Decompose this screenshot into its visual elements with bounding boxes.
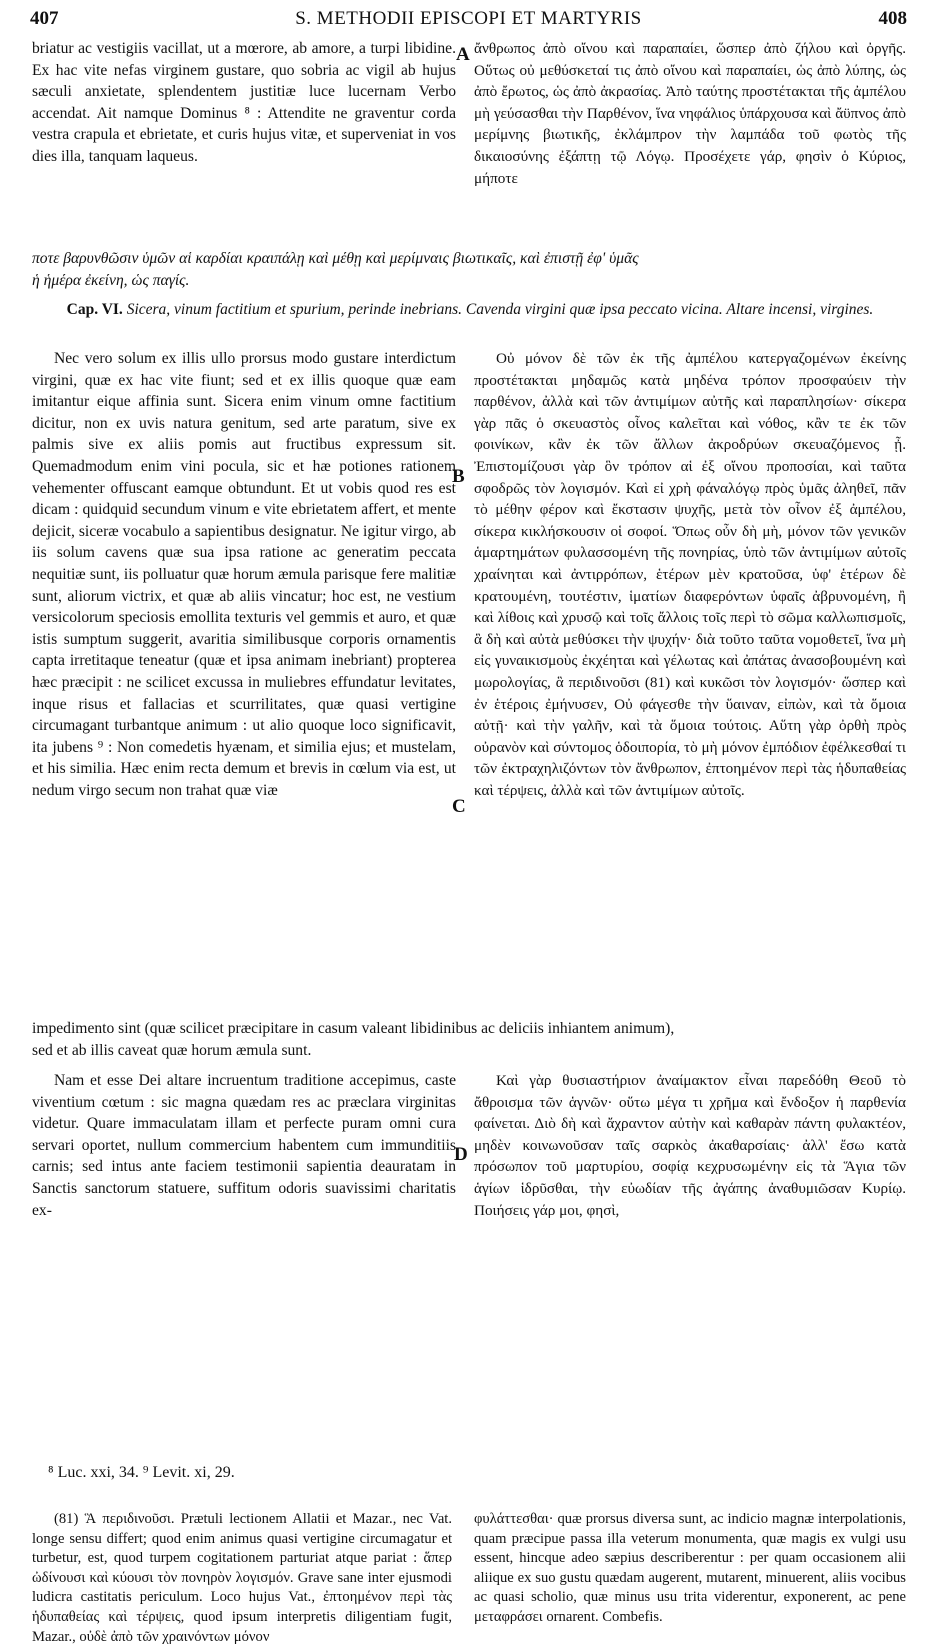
section-marker-c: C <box>452 796 466 817</box>
note-left-column <box>32 1510 452 1647</box>
note-right-column <box>474 1510 906 1628</box>
full-width-greek-line-2: ἡ ἡμέρα ἐκείνη, ὡς παγίς. <box>32 272 190 289</box>
greek-d-text: Καὶ γὰρ θυσιαστήριον ἀναίμακτον εἶναι παρεδόθη Θεοῦ τὸ ἄθροισμα τῶν ἁγνῶν· οὕτω μέγα τι χρῆμα καὶ ἔνδοξον ἡ παρθενία φαίνεται. Διὸ δὴ καὶ ἄχραντον αὐτὴν καὶ καθαρὰν πάντη φυλακτέον, μηδὲν κοινωνοῦσαν ταῖς σαρκὸς ἀκαθαρσίαις· ἀλλ' ἔσω κατὰ πρόσωπον τοῦ μαρτυρίου, σοφίᾳ κεχρυσωμένην εἰς τὰ Ἅγια τῶν ἁγίων ἱδρῦσθαι, τὴν εὐωδίαν τῆς ἀγάπης ἀναθυμιῶσαν Κυρίῳ. Ποιήσεις γάρ μοι, φησὶ, <box>474 1072 906 1219</box>
section-marker-b: B <box>452 466 465 487</box>
running-title: S. METHODII EPISCOPI ET MARTYRIS <box>295 8 642 29</box>
note-81-continuation: φυλάττεσθαι· quæ prorsus diversa sunt, ac indicio magnæ interpolationis, quam præcipue passa illa veterum monumenta, quæ magis ex vulgi usu essent, hincque adeo sæpius describerentur : per quam occasionem alii aliique ex suo gustu quædam augerent, mutarent, minuerent, aliis vocibus ac quasi scholio, quæ minus usu trita viderentur, exponerent, ac pene μεταφράσει ornarent. Combefis. <box>474 1511 906 1625</box>
latin-d-paragraph <box>32 1070 456 1221</box>
latin-d-text: Nam et esse Dei altare incruentum traditione accepimus, caste viventium cœtum : sic magna quædam res ac præclara virginitas videtur. Quare immaculatam illam et perfecte puram omni cura servari oportet, nullum commercium habentem cum immunditiis carnis; sed intus ante faciem testimonii sapientia deauratam in Sanctis sanctorum statuere, suffitum odoris suavissimi charitatis ex- <box>32 1072 456 1219</box>
running-header <box>30 8 907 34</box>
greek-main-text: Οὐ μόνον δὲ τῶν ἐκ τῆς ἀμπέλου κατεργαζομένων ἐκείνης προστέτακται μηδαμῶς κατὰ μηδένα τρόπον προσφαύειν τὴν παρθένον, ἀλλὰ καὶ τῶν ἀντιμίμων αὐτῆς καὶ παραπλησίων· σίκερα γὰρ πᾶς ὁ σκευαστὸς οἶνος καλεῖται καὶ νόθος, κἂν τε ἐκ τῶν φοινίκων, κἂν ἐκ τῶν ἄλλων ἀκροδρύων σκευαζόμενος ᾖ. Ἐπιστομίζουσι γὰρ ὃν τρόπον αἱ ἐξ οἴνου προποσίαι, καὶ ταῦτα σφοδρῶς τὸν λογισμόν. Καὶ εἰ χρὴ φάναλόγῳ πρὸς ὑμᾶς ἀληθεῖ, πᾶν τὸ μέθην φέρον καὶ ἔκστασιν ψυχῆς, μετὰ τὸν οἶνον ἐξ ἀμπέλου, σίκερα κικλήσκουσιν οἱ σοφοί. Ὅπως οὖν δὴ μὴ, μόνον τῶν γενικῶν ἁμαρτημάτων φυλασσομένη τῆς πονηρίας, ὑπὸ τῶν ἀντιμίμων αὐτοῖς χραίνηται καὶ ἀντιρρόπων, ἑτέρων μὲν κρατοῦσα, ὑφ' ἑτέρων δὲ κρατουμένη, τουτέστιν, ἱματίων διαφερόντων ὑφαῖς ἀβρυνομένη, ἢ καὶ λίθοις καὶ χρυσῷ καὶ τοῖς ἄλλοις τοῖς περὶ τὸ σῶμα καλλωπισμοῖς, ἃ δὴ καὶ αὐτὰ μεθύσκει τὴν ψυχήν· διὰ τοῦτο ταῦτα νομοθετεῖ, ἵνα μὴ εἰς γυναικισμοὺς ἐκχέηται καὶ γέλωτας καὶ ἀπάτας ἀνασοβουμένη καὶ μωρολογίας, ἃ περιδινοῦσι (81) καὶ κυκῶσι τὸν λογισμόν· ὥσπερ καὶ ἐν ἑτέροις ἐμήνυσεν, Οὐ φάγεσθε τὴν ὕαιναν, εἰπὼν, καὶ τὰ ὅμοια αὐτῇ· καὶ τὴν γαλῆν, καὶ τὰ ὅμοια τούτοις. Αὕτη γὰρ ὀρθὴ πρὸς οὐρανὸν καὶ σύντομος ὁδοιπορία, τὸ μὴ μόνον ἐμπόδιον ἐφέλκεσθαί τι τῶν ἐκτραχηλιζόντων τὸν ἄνθρωπον, ἐπτοημένον περὶ τὰς ἡδυπαθείας καὶ τέρψεις, ἀλλὰ καὶ τῶν ἀντιμίμων αὐτοῖς. <box>474 350 906 799</box>
chapter-summary: Sicera, vinum factitium et spurium, perinde inebrians. Cavenda virgini quæ ipsa peccato vicina. Altare incensi, virgines. <box>126 301 874 318</box>
full-width-greek-line-1: ποτε βαρυνθῶσιν ὑμῶν αἱ καρδίαι κραιπάλῃ καὶ μέθῃ καὶ μερίμναις βιωτικαῖς, καὶ ἐπιστῇ ἐφ' ὑμᾶς <box>32 250 639 267</box>
greek-top-text: ἄνθρωπος ἀπὸ οἴνου καὶ παραπαίει, ὥσπερ ἀπὸ ζήλου καὶ ὀργῆς. Οὕτως οὐ μεθύσκεταί τις ἀπὸ οἴνου καὶ παραπαίει, ὡς ἀπὸ λύπης, ὡς ἀπὸ ἔρωτος, ὡς ἀπὸ ἀκρασίας. Ἀπὸ ταύτης προστέτακται τῆς ἀμπέλου μὴ γεύσασθαι τὴν Παρθένον, ἵνα νηφάλιος ὑπάρχουσα καὶ ἄϋπνος ἀπὸ μερίμνης βιωτικῆς, ἐκλάμπρον τὴν λαμπάδα τοῦ φωτὸς τῆς δικαιοσύνης ἐξάπτῃ τῷ Λόγῳ. Προσέχετε γάρ, φησὶν ὁ Κύριος, μήποτε <box>474 40 906 187</box>
section-marker-d: D <box>454 1144 468 1165</box>
full-width-latin-line-2: sed et ab illis caveat quæ horum æmula sunt. <box>32 1042 312 1059</box>
footnote-references: ⁸ Luc. xxi, 34. ⁹ Levit. xi, 29. <box>48 1464 235 1481</box>
greek-top-paragraph <box>474 38 906 189</box>
chapter-heading <box>32 300 908 320</box>
greek-main-paragraph <box>474 348 906 801</box>
latin-main-paragraph <box>32 348 456 801</box>
latin-top-text: briatur ac vestigiis vacillat, ut a mœrore, ab amore, a turpi libidine. Ex hac vite nefas virginem gustare, quo sobria ac vigil ab hujus sæculi anxietate, splendentem justitiæ luce lucernam Verbo accendat. Ait namque Dominus ⁸ : Attendite ne graventur corda vestra crapula et ebrietate, et curis hujus vitæ, et superveniat in vos dies illa, tanquam laqueus. <box>32 40 456 165</box>
full-width-latin-line-1: impedimento sint (quæ scilicet præcipitare in casum valeant libidinibus ac deliciis inhiantem animum), <box>32 1020 675 1037</box>
page-number-left: 407 <box>30 8 59 29</box>
chapter-label: Cap. VI. <box>66 301 123 318</box>
page-number-right: 408 <box>878 8 907 29</box>
latin-main-text: Nec vero solum ex illis ullo prorsus modo gustare interdictum virgini, quæ ex hac vite fiunt; sed et ex illis quoque quæ eam imitantur eique affinia sunt. Sicera enim vinum omne factitium dicitur, non ex uvis natura genitum, sed arte paratum, sive ex palmis sive ex aliis pomis aut fructibus expressum sit. Quemadmodum enim vini pocula, sic et hæ potiones rationem vehementer offuscant eamque obtundunt. Et ut vobis quod res est dicam : quidquid secundum vinum e vite ebrietatem affert, et mente dejicit, siceræ vocabulo a sapientibus designatur. Ne igitur virgo, ab iis solum cavens quæ sua ipsa ratione ac generatim peccata nequitiæ sunt, iis polluatur quæ horum æmula parisque fere malitiæ sunt, aliorum victrix, et quæ ab aliis vincatur; hoc est, ne vestium versicolorum speciosis emollita texturis vel gemmis et auro, et quæ istis sumptum suggerit, avaritia similibusque corporis ornamentis capta irretitaque teneatur (quæ et ipsa animam inebriant) propterea hæc præcipit : ne scilicet excussa in muliebres effundatur levitates, inque risus et fallacias et scurrilitates, quæ quasi vertigine circumagant turbantque animum : ut alio quoque loco significavit, ita jubens ⁹ : Non comedetis hyænam, et similia ejus; et mustelam, et his similia. Hæc enim recta demum et brevis in cœlum via est, ut nedum virgo secum non trahat quæ viæ <box>32 350 456 799</box>
section-marker-a: A <box>456 44 470 65</box>
note-81-text: (81) Ἃ περιδινοῦσι. Prætuli lectionem Allatii et Mazar., nec Vat. longe sensu differt; quod enim animus quasi vertigine circumagatur et turbetur, est, quod turpem cogitationem parturiat atque pariat : ἅπερ ὠδίνουσι καὶ κύουσι τὸν πονηρὸν λογισμόν. Grave sane inter ejusmodi ludicra castitatis periculum. Loco hujus Vat., ἐπτοημένον περὶ τὰς ἡδυπαθείας καὶ τέρψεις, quod ipsum interpretis diligentiam fugit, Mazar., οὐδὲ ἀπὸ τῶν χραινόντων μόνον <box>32 1511 452 1645</box>
latin-top-paragraph <box>32 38 456 168</box>
greek-d-paragraph <box>474 1070 906 1221</box>
